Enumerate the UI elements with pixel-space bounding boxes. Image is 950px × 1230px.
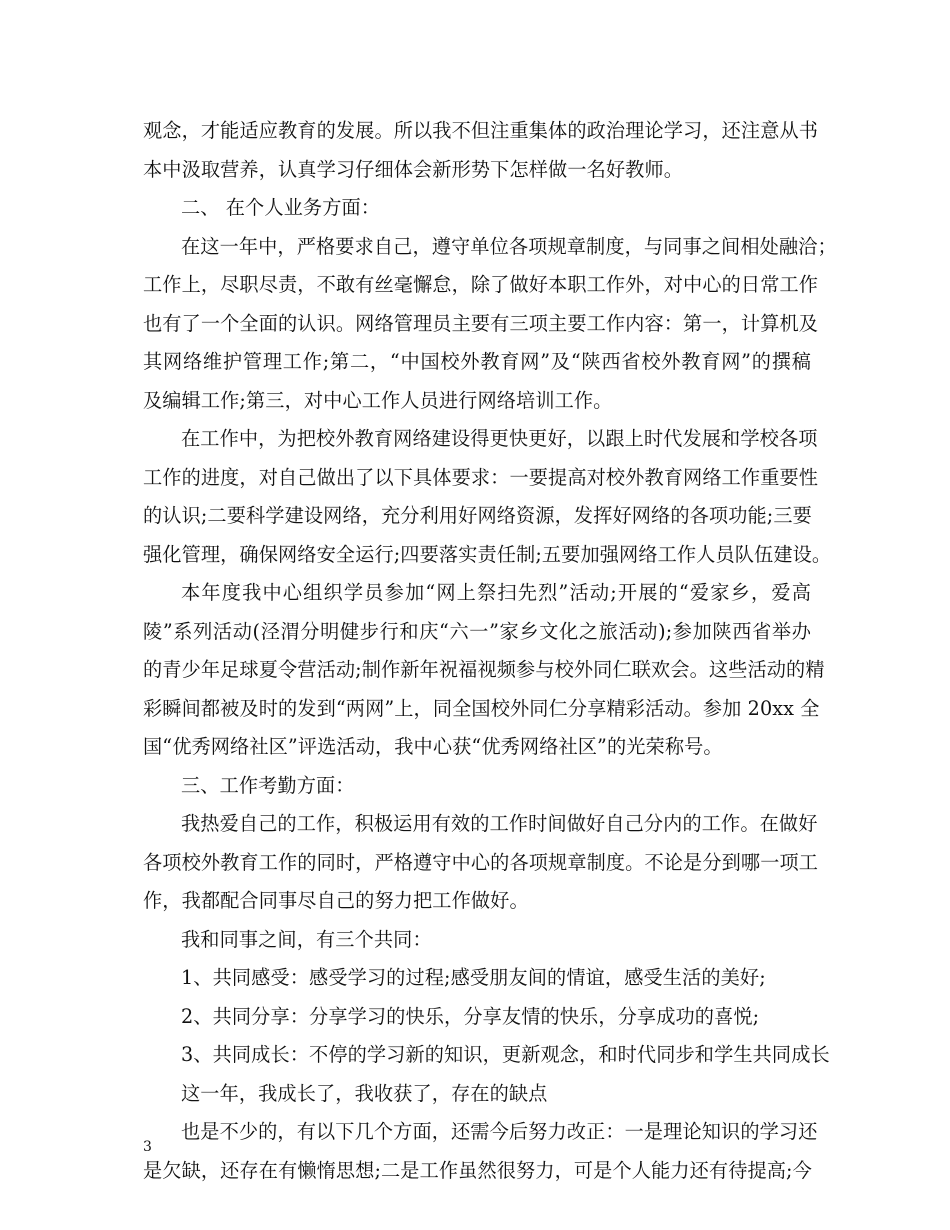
- text-line: 作，我都配合同事尽自己的努力把工作做好。: [143, 889, 529, 912]
- document-body: [143, 112, 837, 1190]
- text-line: 我热爱自己的工作，积极运用有效的工作时间做好自己分内的工作。在做好: [181, 812, 818, 835]
- text-line: 这一年，我成长了，我收获了，存在的缺点: [181, 1081, 548, 1105]
- text-line: 的认识;二要科学建设网络，充分利用好网络资源，发挥好网络的各项功能;三要: [143, 504, 812, 527]
- text-line: 也有了一个全面的认识。网络管理员主要有三项主要工作内容：第一，计算机及: [143, 311, 819, 335]
- text-line: 陵”系列活动(泾渭分明健步行和庆“六一”家乡文化之旅活动);参加陕西省举办: [143, 619, 811, 643]
- text-line: 的青少年足球夏令营活动;制作新年祝福视频参与校外同仁联欢会。这些活动的精: [143, 658, 825, 681]
- text-line: 观念，才能适应教育的发展。所以我不但注重集体的政治理论学习，还注意从书: [143, 119, 819, 142]
- text-line: 本中汲取营养，认真学习仔细体会新形势下怎样做一名好教师。: [143, 157, 684, 181]
- text-line: 及编辑工作;第三，对中心工作人员进行网络培训工作。: [143, 388, 613, 412]
- text-line: 工作的进度，对自己做出了以下具体要求：一要提高对校外教育网络工作重要性: [143, 465, 819, 489]
- text-line: 1、共同感受：感受学习的过程;感受朋友间的情谊，感受生活的美好;: [181, 966, 766, 989]
- text-line: 在工作中，为把校外教育网络建设得更快更好，以跟上时代发展和学校各项: [181, 427, 818, 450]
- text-line: 三、工作考勤方面：: [181, 773, 355, 797]
- text-line: 3、共同成长：不停的学习新的知识，更新观念，和时代同步和学生共同成长: [181, 1043, 830, 1066]
- text-line: 2、共同分享：分享学习的快乐，分享友情的快乐，分享成功的喜悦;: [181, 1004, 760, 1028]
- text-line: 工作上，尽职尽责，不敢有丝毫懈怠，除了做好本职工作外，对中心的日常工作: [143, 273, 819, 296]
- text-line: 是欠缺，还存在有懒惰思想;二是工作虽然很努力，可是个人能力还有待提高;今: [143, 1158, 812, 1182]
- text-line: 强化管理，确保网络安全运行;四要落实责任制;五要加强网络工作人员队伍建设。: [143, 542, 832, 566]
- text-line: 各项校外教育工作的同时，严格遵守中心的各项规章制度。不论是分到哪一项工: [143, 850, 819, 874]
- text-line: 二、 在个人业务方面：: [181, 196, 381, 219]
- page-number: 3: [143, 1139, 152, 1155]
- text-line: 本年度我中心组织学员参加“网上祭扫先烈”活动;开展的“爱家乡，爱高: [181, 581, 811, 604]
- text-line: 其网络维护管理工作;第二，“中国校外教育网”及“陕西省校外教育网”的撰稿: [143, 350, 811, 373]
- text-line: 在这一年中，严格要求自己，遵守单位各项规章制度，与同事之间相处融洽；: [181, 234, 837, 258]
- text-line: 我和同事之间，有三个共同：: [181, 927, 432, 951]
- text-line: 彩瞬间都被及时的发到“两网”上，同全国校外同仁分享精彩活动。参加 20xx 全: [143, 696, 820, 720]
- text-line: 也是不少的，有以下几个方面，还需今后努力改正：一是理论知识的学习还: [181, 1120, 818, 1143]
- text-line: 国“优秀网络社区”评选活动，我中心获“优秀网络社区”的光荣称号。: [143, 735, 723, 758]
